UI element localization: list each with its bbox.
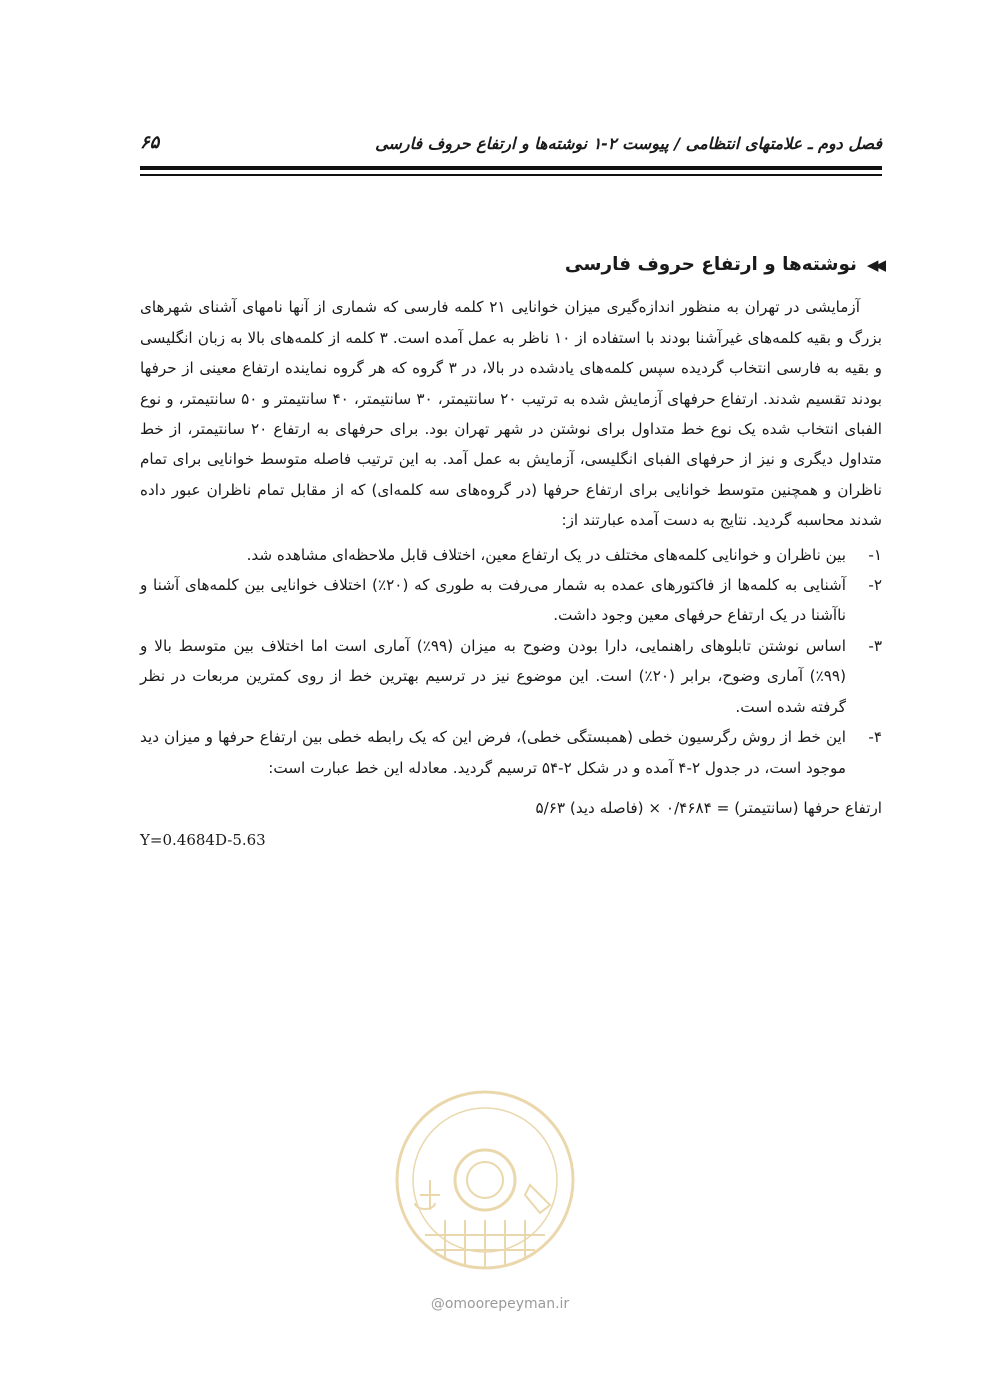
intro-paragraph: آزمایشی در تهران به منظور اندازه‌گیری میزان خوانایی ۲۱ کلمه فارسی که شماری از آنها نامهای آشنای شهرهای بزرگ و بقیه کلمه‌های غیرآشنا بودند با استفاده از ۱۰ ناظر به عمل آمده است. ۳ کلمه از کلمه‌های بالا به زبان انگلیسی و بقیه به فارسی انتخاب گردیده سپس کلمه‌های یادشده در بالا، در ۳ گروه که هر گروه نماینده ارتفاع معینی از حرفها بودند تقسیم شدند. ارتفاع حرفهای آزمایش شده به ترتیب ۲۰ سانتیمتر، ۳۰ سانتیمتر، ۴۰ سانتیمتر و ۵۰ سانتیمتر، و نوع الفبای انتخاب شده یک نوع خط متداول برای نوشتن در شهر تهران بود. برای حرفهای به ارتفاع ۲۰ سانتیمتر، از خط متداول دیگری و نیز از حرفهای الفبای انگلیسی، آزمایش به عمل آمد. به این ترتیب فاصله متوسط خوانایی برای تمام ناظران و همچنین متوسط خوانایی برای ارتفاع حرفها (در گروه‌های سه کلمه‌ای) که از مقابل تمام ناظران عبور داده شدند محاسبه گردید. نتایج به دست آمده عبارتند از: — [140, 298, 882, 530]
list-item — [140, 631, 882, 722]
item-text: اساس نوشتن تابلوهای راهنمایی، دارا بودن وضوح به میزان (۹۹٪) آماری است اما اختلاف بین متوسط بالا و (۹۹٪) آماری وضوح، برابر (۲۰٪) است. این موضوع نیز در ترسیم بهترین خط از روی کمترین مربعات در نظر گرفته شده است. — [140, 636, 847, 716]
list-item — [140, 540, 882, 570]
section-title: نوشته‌ها و ارتفاع حروف فارسی — [564, 254, 857, 275]
list-item — [140, 570, 882, 631]
item-text: این خط از روش رگرسیون خطی (همبستگی خطی)، فرض این که یک رابطه خطی بین ارتفاع حرفها و میزان دید موجود است، در جدول ۲-۴ آمده و در شکل ۲-۵۴ ترسیم گردید. معادله این خط عبارت است: — [140, 728, 846, 777]
running-title: فصل دوم ـ علامتهای انتظامی / پیوست ۲-۱ نوشته‌ها و ارتفاع حروف فارسی — [375, 134, 882, 153]
section-heading — [140, 250, 882, 280]
item-text: آشنایی به کلمه‌ها از فاکتورهای عمده به شمار می‌رفت به طوری که (۲۰٪) اختلاف خوانایی بین کلمه‌های آشنا و ناآشنا در یک ارتفاع حرفهای معین وجود داشت. — [140, 576, 846, 625]
item-number: ۲- — [868, 576, 882, 595]
page-content — [140, 250, 882, 856]
item-number: ۳- — [868, 636, 882, 655]
running-header — [140, 128, 882, 164]
formula-persian: ارتفاع حرفها (سانتیمتر) = ۰/۴۶۸۴ × (فاصله دید) ۵/۶۳ — [535, 798, 882, 817]
header-rule-thick — [140, 166, 882, 170]
watermark-text: @omoorepeyman.ir — [430, 1296, 570, 1312]
item-number: ۱- — [868, 545, 882, 564]
double-arrow-icon: ◀◀ — [866, 256, 882, 274]
item-text: بین ناظران و خوانایی کلمه‌های مختلف در یک ارتفاع معین، اختلاف قابل ملاحظه‌ای مشاهده شد. — [246, 545, 846, 564]
results-list — [140, 540, 882, 783]
header-rule-thin — [140, 174, 882, 176]
list-item — [140, 722, 882, 783]
item-number: ۴- — [868, 728, 882, 747]
watermark-logo — [385, 1085, 585, 1275]
page-number: ۶۵ — [140, 132, 160, 153]
formula-latin: Y=0.4684D-5.63 — [140, 831, 266, 850]
